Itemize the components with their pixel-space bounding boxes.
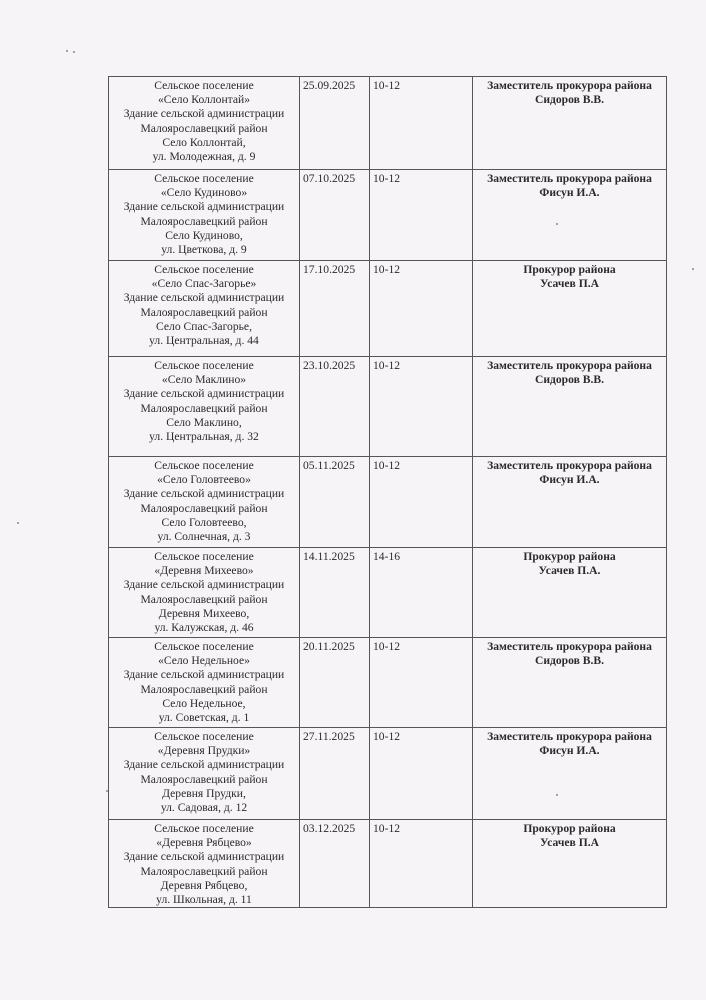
venue-line: ул. Цветкова, д. 9 [161,243,247,257]
table-row [109,638,667,728]
venue-line: Сельское поселение [154,359,254,372]
date-cell: 27.11.2025 [300,728,370,820]
venue-line: Сельское поселение [154,263,254,276]
table-row [109,728,667,820]
venue-line: «Село Маклино» [161,373,247,387]
table-row [109,457,667,548]
venue-line: «Село Коллонтай» [157,93,251,107]
official-line: Фисун И.А. [539,186,600,200]
venue-line: ул. Центральная, д. 44 [149,334,259,348]
venue-cell [109,357,300,457]
venue-line: Малоярославецкий район [140,305,268,319]
venue-line: Сельское поселение [154,822,254,835]
venue-line: Малоярославецкий район [140,401,268,415]
date-cell: 03.12.2025 [300,820,370,908]
venue-line: ул. Школьная, д. 11 [156,893,252,907]
official-cell [473,357,667,457]
venue-line: «Село Кудиново» [160,186,248,200]
venue-line: Деревня Михеево, [158,606,250,620]
table-row [109,820,667,908]
venue-cell [109,820,300,908]
venue-line: «Село Недельное» [158,654,250,668]
date-cell: 17.10.2025 [300,261,370,357]
date-cell: 23.10.2025 [300,357,370,457]
venue-line: Здание сельской администрации [123,578,285,592]
time-cell: 14-16 [370,548,473,638]
table-row [109,170,667,261]
official-line: Усачев П.А. [538,564,601,578]
venue-line: ул. Калужская, д. 46 [154,621,254,635]
official-cell [473,548,667,638]
official-line: Заместитель прокурора района [487,172,652,185]
venue-line: Малоярославецкий район [140,864,268,878]
time-cell: 10-12 [370,457,473,548]
venue-line: Малоярославецкий район [140,682,268,696]
venue-line: Здание сельской администрации [123,107,285,121]
venue-line: Сельское поселение [154,550,254,563]
official-line: Сидоров В.В. [534,654,605,668]
venue-line: Здание сельской администрации [123,291,285,305]
venue-line: ул. Садовая, д. 12 [160,801,248,815]
venue-line: Малоярославецкий район [140,592,268,606]
venue-line: Здание сельской администрации [123,758,285,772]
venue-line: Малоярославецкий район [140,121,268,135]
scan-speck [66,50,68,52]
venue-cell [109,261,300,357]
official-cell [473,820,667,908]
venue-cell [109,548,300,638]
scan-speck [73,51,75,53]
venue-line: Здание сельской администрации [123,200,285,214]
venue-line: «Деревня Прудки» [157,744,251,758]
time-cell: 10-12 [370,357,473,457]
venue-line: «Село Головтеево» [157,473,251,487]
time-cell: 10-12 [370,820,473,908]
official-line: Фисун И.А. [539,473,600,487]
venue-line: Здание сельской администрации [123,668,285,682]
official-line: Сидоров В.В. [534,93,605,107]
official-line: Усачев П.А [539,277,599,291]
table-row [109,77,667,170]
official-line: Фисун И.А. [539,744,600,758]
venue-line: «Деревня Рябцево» [156,836,252,850]
official-line: Заместитель прокурора района [487,359,652,372]
venue-line: ул. Солнечная, д. 3 [157,530,251,544]
official-cell [473,638,667,728]
venue-line: Здание сельской администрации [123,487,285,501]
venue-line: Здание сельской администрации [123,850,285,864]
venue-line: Село Недельное, [162,696,246,710]
venue-line: Село Кудиново, [165,228,243,242]
venue-line: Сельское поселение [154,172,254,185]
date-cell: 07.10.2025 [300,170,370,261]
official-line: Заместитель прокурора района [487,640,652,653]
venue-line: ул. Центральная, д. 32 [149,430,259,444]
date-cell: 14.11.2025 [300,548,370,638]
venue-line: Деревня Рябцево, [160,878,248,892]
official-cell [473,261,667,357]
official-line: Заместитель прокурора района [487,459,652,472]
venue-line: Деревня Прудки, [162,786,246,800]
official-line: Заместитель прокурора района [487,79,652,92]
venue-line: ул. Молодежная, д. 9 [152,150,256,164]
date-cell: 25.09.2025 [300,77,370,170]
venue-line: Село Головтеево, [161,515,247,529]
official-line: Прокурор района [523,822,616,835]
official-cell [473,728,667,820]
venue-line: Сельское поселение [154,730,254,743]
table-row [109,548,667,638]
official-line: Усачев П.А [539,836,599,850]
official-cell [473,77,667,170]
venue-line: Село Спас-Загорье, [156,319,252,333]
venue-cell [109,457,300,548]
official-cell [473,457,667,548]
official-line: Заместитель прокурора района [487,730,652,743]
venue-line: Село Коллонтай, [162,135,246,149]
table-row [109,261,667,357]
table-row [109,357,667,457]
official-line: Прокурор района [523,550,616,563]
time-cell: 10-12 [370,638,473,728]
time-cell: 10-12 [370,261,473,357]
venue-line: «Село Спас-Загорье» [151,277,257,291]
time-cell: 10-12 [370,170,473,261]
official-line: Сидоров В.В. [534,373,605,387]
venue-line: ул. Советская, д. 1 [158,711,250,725]
scan-speck [17,522,19,524]
official-cell [473,170,667,261]
venue-line: Малоярославецкий район [140,214,268,228]
venue-line: Сельское поселение [154,640,254,653]
venue-cell [109,638,300,728]
date-cell: 20.11.2025 [300,638,370,728]
reception-schedule-table [108,76,667,908]
venue-line: «Деревня Михеево» [154,564,254,578]
venue-line: Здание сельской администрации [123,387,285,401]
date-cell: 05.11.2025 [300,457,370,548]
official-line: Прокурор района [523,263,616,276]
venue-line: Село Маклино, [166,415,242,429]
venue-line: Малоярославецкий район [140,501,268,515]
scan-speck [692,268,694,270]
time-cell: 10-12 [370,77,473,170]
venue-cell [109,170,300,261]
venue-line: Сельское поселение [154,459,254,472]
venue-cell [109,728,300,820]
venue-line: Малоярославецкий район [140,772,268,786]
venue-cell [109,77,300,170]
time-cell: 10-12 [370,728,473,820]
venue-line: Сельское поселение [154,79,254,92]
